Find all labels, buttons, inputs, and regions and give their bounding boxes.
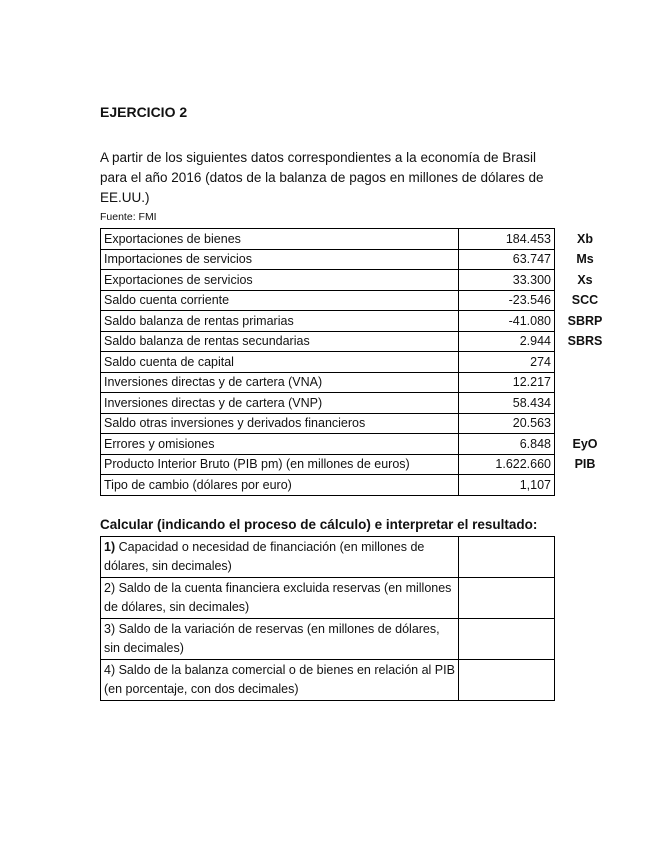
table-row xyxy=(101,352,616,373)
row-label: Tipo de cambio (dólares por euro) xyxy=(101,475,459,496)
row-value: 63.747 xyxy=(459,249,555,270)
task-description xyxy=(101,619,459,660)
table-row xyxy=(101,372,616,393)
row-abbreviation: Xb xyxy=(577,231,593,246)
table-row xyxy=(101,270,616,291)
table-row xyxy=(101,249,616,270)
row-abbreviation: SCC xyxy=(571,293,599,308)
row-value: 33.300 xyxy=(459,270,555,291)
row-abbreviation: EyO xyxy=(572,436,598,451)
row-value: 274 xyxy=(459,352,555,373)
row-value: 1,107 xyxy=(459,475,555,496)
source-note: Fuente: FMI xyxy=(100,211,157,223)
answer-cell[interactable] xyxy=(459,619,555,660)
row-value: 184.453 xyxy=(459,229,555,250)
task-text: Saldo de la balanza comercial o de bienes en relación al PIB (en porcentaje, con dos decimales) xyxy=(104,663,455,696)
table-row xyxy=(101,434,616,455)
row-label: Inversiones directas y de cartera (VNA) xyxy=(101,372,459,393)
table-row xyxy=(101,413,616,434)
row-abbreviation xyxy=(555,372,616,393)
task-row xyxy=(101,619,555,660)
row-label: Inversiones directas y de cartera (VNP) xyxy=(101,393,459,414)
table-row xyxy=(101,290,616,311)
row-label: Importaciones de servicios xyxy=(101,249,459,270)
row-label: Exportaciones de bienes xyxy=(101,229,459,250)
exercise-title: EJERCICIO 2 xyxy=(100,104,188,120)
row-abbreviation xyxy=(555,393,616,414)
row-label: Saldo balanza de rentas secundarias xyxy=(101,331,459,352)
row-abbreviation: SBRP xyxy=(567,313,603,328)
row-value: 1.622.660 xyxy=(459,454,555,475)
row-abbreviation xyxy=(555,413,616,434)
data-table xyxy=(100,228,616,496)
answer-cell[interactable] xyxy=(459,537,555,578)
row-label: Saldo cuenta de capital xyxy=(101,352,459,373)
row-abbreviation: Xs xyxy=(577,272,593,287)
row-abbreviation: Ms xyxy=(576,252,594,267)
task-row xyxy=(101,537,555,578)
row-value: 58.434 xyxy=(459,393,555,414)
task-number: 4) xyxy=(104,663,116,677)
table-row xyxy=(101,454,616,475)
row-abbreviation: SBRS xyxy=(567,334,603,349)
row-abbreviation: PIB xyxy=(574,457,596,472)
row-label: Errores y omisiones xyxy=(101,434,459,455)
table-row xyxy=(101,475,616,496)
table-row xyxy=(101,229,616,250)
task-description xyxy=(101,537,459,578)
row-value: 2.944 xyxy=(459,331,555,352)
task-number: 3) xyxy=(104,622,116,636)
row-label: Saldo cuenta corriente xyxy=(101,290,459,311)
answer-cell[interactable] xyxy=(459,578,555,619)
table-row xyxy=(101,393,616,414)
intro-paragraph: A partir de los siguientes datos correspondientes a la economía de Brasil para el año 2016 (datos de la balanza de pagos en millones de dólares de EE.UU.) xyxy=(100,150,544,205)
row-value: -23.546 xyxy=(459,290,555,311)
task-row xyxy=(101,660,555,701)
task-number: 2) xyxy=(104,581,116,595)
task-number: 1) xyxy=(104,540,116,554)
task-text: Saldo de la variación de reservas (en millones de dólares, sin decimales) xyxy=(104,622,440,655)
row-value: -41.080 xyxy=(459,311,555,332)
table-row xyxy=(101,311,616,332)
answer-cell[interactable] xyxy=(459,660,555,701)
row-abbreviation xyxy=(555,475,616,496)
calculation-heading: Calcular (indicando el proceso de cálculo) e interpretar el resultado: xyxy=(100,517,538,532)
task-row xyxy=(101,578,555,619)
table-row xyxy=(101,331,616,352)
row-label: Exportaciones de servicios xyxy=(101,270,459,291)
task-text: Saldo de la cuenta financiera excluida reservas (en millones de dólares, sin decimales) xyxy=(104,581,452,614)
task-text: Capacidad o necesidad de financiación (en millones de dólares, sin decimales) xyxy=(104,540,425,573)
row-label: Saldo otras inversiones y derivados financieros xyxy=(101,413,459,434)
task-description xyxy=(101,660,459,701)
row-value: 12.217 xyxy=(459,372,555,393)
task-table xyxy=(100,536,555,701)
row-label: Saldo balanza de rentas primarias xyxy=(101,311,459,332)
row-abbreviation xyxy=(555,352,616,373)
row-label: Producto Interior Bruto (PIB pm) (en millones de euros) xyxy=(101,454,459,475)
task-description xyxy=(101,578,459,619)
row-value: 20.563 xyxy=(459,413,555,434)
row-value: 6.848 xyxy=(459,434,555,455)
